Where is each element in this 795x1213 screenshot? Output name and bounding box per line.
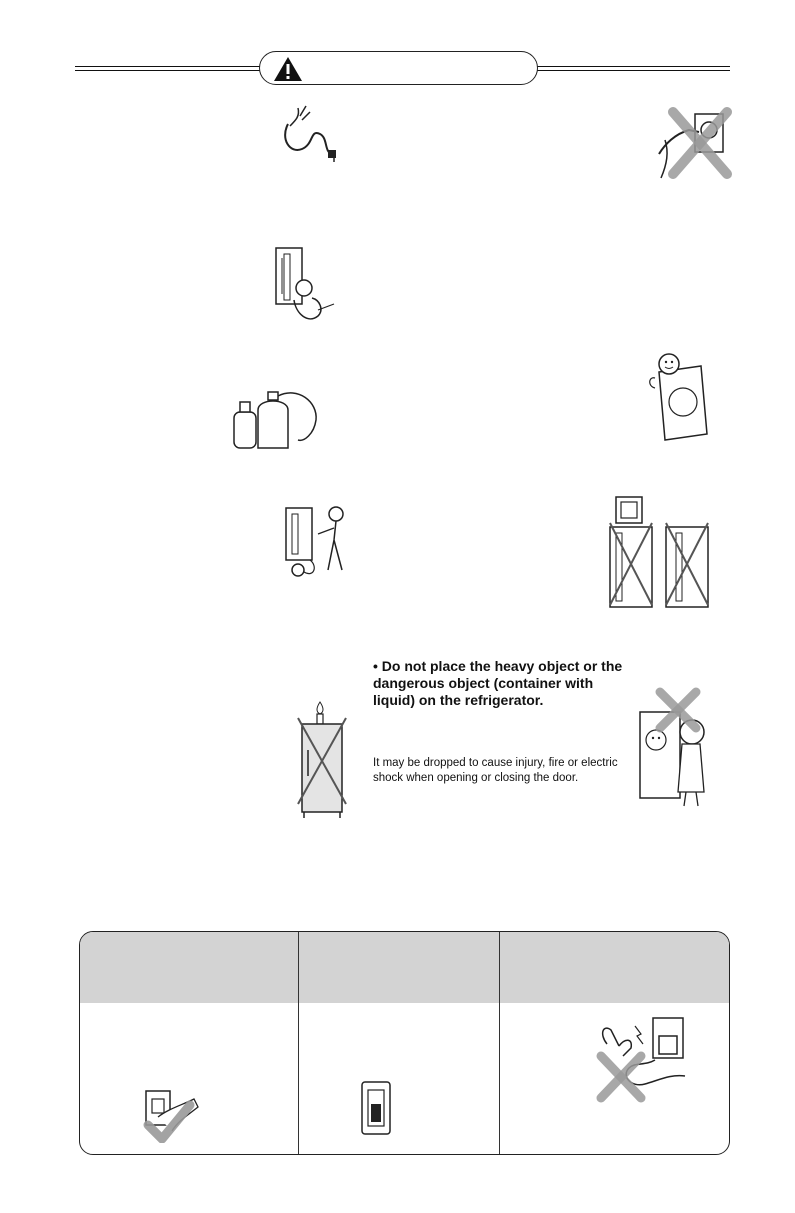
warning-heading: • Do not place the heavy object or the dangerous object (container with liquid) on the refrigerator. [373,658,623,708]
child-in-fridge-icon [272,244,338,330]
hand-outlet-check-icon [138,1087,204,1143]
warning-triangle-icon [273,56,303,82]
damaged-cord-icon [280,104,340,162]
children-fridge-object-crossed-icon [630,682,720,808]
bottom-table [79,931,730,1155]
warning-body: It may be dropped to cause injury, fire or electric shock when opening or closing the door. [373,757,618,784]
wall-switch-icon [360,1080,392,1136]
table-header-cell-2 [299,932,499,1003]
candle-on-fridge-crossed-icon [292,700,352,820]
table-divider-1 [298,932,299,1154]
person-with-panel-icon [645,352,725,442]
table-divider-2 [499,932,500,1154]
pull-plug-crossed-icon [655,104,735,182]
woman-unplugging-icon [282,500,358,580]
damaged-plug-crossed-icon [585,1016,697,1106]
flammable-spray-icon [228,382,324,452]
table-header-cell-1 [80,932,298,1003]
microwave-on-fridge-crossed-icon [606,493,726,611]
table-header-cell-3 [500,932,730,1003]
